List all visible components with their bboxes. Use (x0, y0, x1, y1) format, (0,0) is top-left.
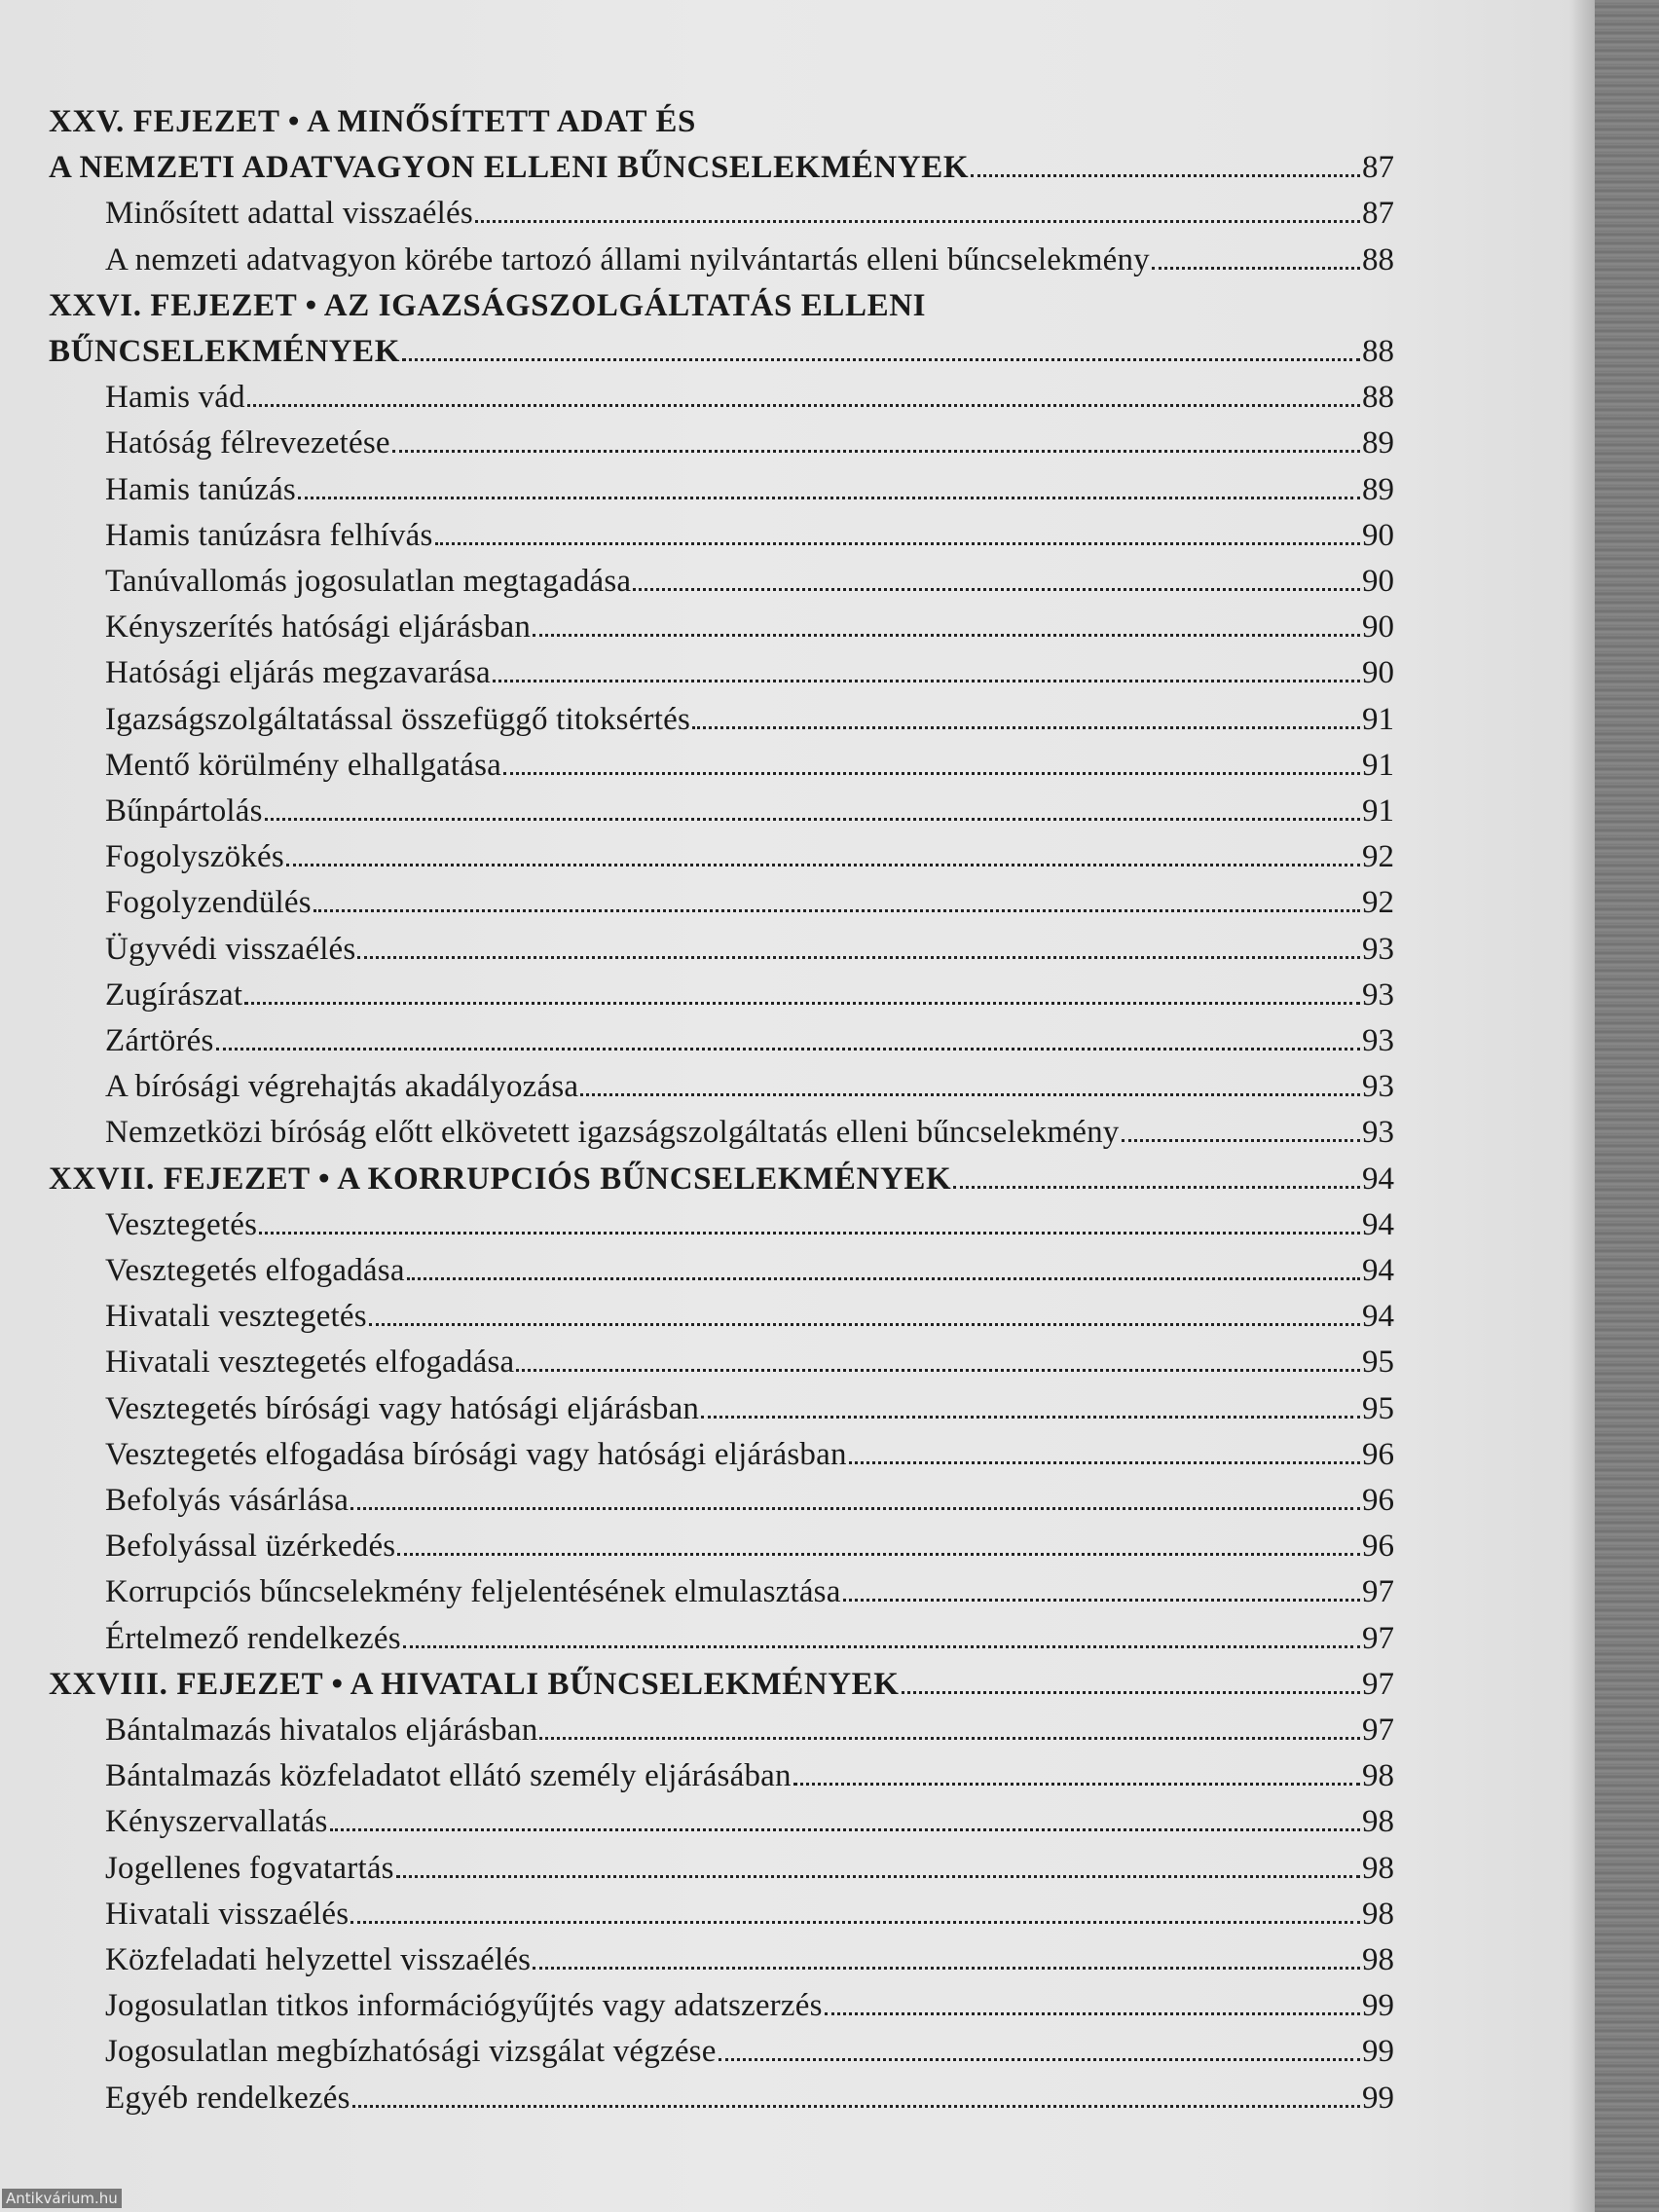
toc-entry-row (105, 1797, 1394, 1840)
page-number: 90 (1362, 517, 1394, 553)
page-number: 92 (1362, 839, 1394, 875)
dot-leader (392, 450, 1360, 453)
toc-entry-row (105, 465, 1394, 508)
dot-leader (286, 864, 1360, 866)
dot-leader (843, 1599, 1360, 1602)
toc-entry-row (105, 1936, 1394, 1978)
dot-leader (719, 2058, 1360, 2061)
toc-chapter-row (49, 1660, 1394, 1703)
entry-title: Jogellenes fogvatartás (105, 1850, 394, 1886)
watermark: Antikvárium.hu (2, 2189, 122, 2208)
page-number: 87 (1362, 150, 1394, 186)
entry-title: Nemzetközi bíróság előtt elkövetett igazságszolgáltatás elleni bűncselekmény (105, 1115, 1120, 1151)
dot-leader (298, 497, 1360, 499)
dot-leader (633, 588, 1360, 591)
toc-entry-row (105, 1981, 1394, 2024)
dot-leader (265, 818, 1360, 821)
toc-entry-row (105, 971, 1394, 1014)
entry-title: Korrupciós bűncselekmény feljelentésének elmulasztása (105, 1574, 841, 1610)
page-number: 93 (1362, 1115, 1394, 1151)
toc-entry-row (105, 787, 1394, 830)
toc-entry-row (105, 1338, 1394, 1381)
dot-leader (825, 2012, 1360, 2015)
dot-leader (793, 1783, 1360, 1786)
toc-entry-row (105, 925, 1394, 968)
dot-leader (1152, 267, 1360, 270)
chapter-title: XXV. FEJEZET • A MINŐSÍTETT ADAT ÉS (49, 104, 696, 139)
page-number: 93 (1362, 931, 1394, 967)
page-number: 94 (1362, 1161, 1394, 1197)
toc-chapter-row (49, 97, 696, 140)
dot-leader (539, 1737, 1360, 1740)
dot-leader (350, 1921, 1360, 1924)
entry-title: Zártörés (105, 1023, 214, 1058)
page-number: 94 (1362, 1206, 1394, 1242)
toc-entry-row (105, 832, 1394, 875)
chapter-title: A NEMZETI ADATVAGYON ELLENI BŰNCSELEKMÉNYEK (49, 150, 970, 186)
entry-title: Hamis tanúzásra felhívás (105, 517, 433, 553)
entry-title: Jogosulatlan titkos információgyűjtés vagy adatszerzés (105, 1988, 823, 2024)
page-number: 89 (1362, 425, 1394, 461)
dot-leader (397, 1553, 1360, 1556)
page-number: 87 (1362, 196, 1394, 232)
page-number: 90 (1362, 564, 1394, 599)
dot-leader (403, 1645, 1360, 1648)
entry-title: Ügyvédi visszaélés (105, 931, 356, 967)
page-number: 97 (1362, 1713, 1394, 1748)
entry-title: Befolyással üzérkedés (105, 1529, 396, 1565)
dot-leader (475, 220, 1360, 223)
dot-leader (330, 1828, 1360, 1831)
toc-entry-row (105, 1476, 1394, 1519)
entry-title: Fogolyszökés (105, 839, 284, 875)
entry-title: Hivatali vesztegetés elfogadása (105, 1345, 515, 1381)
toc-entry-row (105, 741, 1394, 784)
toc-entry-row (105, 1246, 1394, 1289)
page-number: 98 (1362, 1942, 1394, 1977)
dot-leader (692, 726, 1360, 729)
dot-leader (516, 1369, 1360, 1372)
dot-leader (313, 909, 1360, 912)
dot-leader (533, 634, 1360, 637)
entry-title: Közfeladati helyzettel visszaélés (105, 1942, 532, 1977)
entry-title: Fogolyzendülés (105, 885, 312, 921)
toc-entry-row (105, 1522, 1394, 1565)
toc-entry-row (105, 1200, 1394, 1243)
page-number: 99 (1362, 1988, 1394, 2024)
page-number: 90 (1362, 609, 1394, 645)
toc-chapter-row (49, 1155, 1394, 1198)
toc-entry-row (105, 1844, 1394, 1887)
toc-chapter-row (49, 281, 926, 324)
toc-entry-row (105, 1890, 1394, 1933)
toc-entry-row (105, 695, 1394, 738)
dot-leader (493, 680, 1360, 682)
page-number: 91 (1362, 793, 1394, 829)
page-number: 97 (1362, 1574, 1394, 1610)
page-number: 99 (1362, 2080, 1394, 2116)
dot-leader (902, 1691, 1360, 1694)
page-number: 93 (1362, 1069, 1394, 1105)
toc-chapter-row (49, 327, 1394, 370)
entry-title: Egyéb rendelkezés (105, 2080, 350, 2116)
entry-title: Befolyás vásárlása (105, 1483, 350, 1518)
toc-entry-row (105, 603, 1394, 645)
entry-title: Hamis tanúzás (105, 471, 296, 507)
entry-title: Hatósági eljárás megzavarása (105, 655, 491, 691)
toc-chapter-row (49, 143, 1394, 186)
toc-entry-row (105, 1016, 1394, 1059)
toc-entry-row (105, 878, 1394, 921)
dot-leader (1122, 1139, 1360, 1142)
toc-entry-row (105, 1384, 1394, 1427)
toc-entry-row (105, 1292, 1394, 1335)
page-number: 97 (1362, 1620, 1394, 1656)
dot-leader (701, 1416, 1360, 1419)
toc-entry-row (105, 1430, 1394, 1473)
toc-entry-row (105, 2074, 1394, 2117)
page-number: 95 (1362, 1345, 1394, 1381)
entry-title: Hivatali visszaélés (105, 1896, 350, 1932)
toc-entry-row (105, 648, 1394, 691)
toc-entry-row (105, 511, 1394, 554)
book-cover-edge (1595, 0, 1659, 2212)
page-number: 98 (1362, 1850, 1394, 1886)
chapter-title: XXVII. FEJEZET • A KORRUPCIÓS BŰNCSELEKMÉNYEK (49, 1161, 952, 1197)
page-number: 92 (1362, 885, 1394, 921)
chapter-title: XXVI. FEJEZET • AZ IGAZSÁGSZOLGÁLTATÁS ELLENI (49, 287, 927, 323)
entry-title: Bűnpártolás (105, 793, 263, 829)
page-number: 94 (1362, 1299, 1394, 1335)
page-number: 88 (1362, 241, 1394, 277)
entry-title: Kényszervallatás (105, 1804, 328, 1840)
toc-entry-row (105, 236, 1394, 278)
entry-title: Bántalmazás hivatalos eljárásban (105, 1713, 538, 1748)
page-number: 98 (1362, 1758, 1394, 1794)
entry-title: A bírósági végrehajtás akadályozása (105, 1069, 579, 1105)
page-number: 89 (1362, 471, 1394, 507)
chapter-title: BŰNCSELEKMÉNYEK (49, 334, 401, 369)
entry-title: Vesztegetés elfogadása bírósági vagy hatósági eljárásban (105, 1436, 847, 1472)
page-number: 93 (1362, 1023, 1394, 1058)
toc-entry-row (105, 373, 1394, 416)
toc-entry-row (105, 2027, 1394, 2070)
entry-title: Kényszerítés hatósági eljárásban (105, 609, 532, 645)
toc-entry-row (105, 1567, 1394, 1610)
entry-title: Mentő körülmény elhallgatása (105, 747, 501, 783)
page-number: 88 (1362, 380, 1394, 416)
page-number: 91 (1362, 701, 1394, 737)
dot-leader (849, 1461, 1360, 1464)
page-number: 97 (1362, 1666, 1394, 1702)
entry-title: Hatóság félrevezetése (105, 425, 390, 461)
toc-entry-row (105, 1062, 1394, 1105)
page-number: 99 (1362, 2034, 1394, 2070)
page-number: 96 (1362, 1483, 1394, 1518)
entry-title: Hamis vád (105, 380, 245, 416)
dot-leader (971, 174, 1360, 177)
dot-leader (533, 1967, 1360, 1970)
page-number: 93 (1362, 977, 1394, 1013)
page-number: 95 (1362, 1390, 1394, 1426)
dot-leader (350, 1507, 1360, 1510)
dot-leader (407, 1277, 1360, 1280)
toc-entry-row (105, 1706, 1394, 1749)
entry-title: Minősített adattal visszaélés (105, 196, 473, 232)
toc-entry-row (105, 1614, 1394, 1657)
entry-title: Hivatali vesztegetés (105, 1299, 367, 1335)
toc-entry-row (105, 1751, 1394, 1794)
dot-leader (352, 2105, 1360, 2108)
page-number: 96 (1362, 1436, 1394, 1472)
dot-leader (216, 1048, 1360, 1051)
dot-leader (503, 772, 1360, 775)
dot-leader (244, 1002, 1360, 1005)
dot-leader (435, 542, 1360, 545)
page-number: 90 (1362, 655, 1394, 691)
entry-title: Vesztegetés bírósági vagy hatósági eljárásban (105, 1390, 700, 1426)
dot-leader (247, 404, 1360, 407)
dot-leader (369, 1323, 1360, 1326)
page-number: 88 (1362, 334, 1394, 369)
entry-title: Vesztegetés elfogadása (105, 1253, 405, 1288)
toc-entry-row (105, 189, 1394, 232)
dot-leader (953, 1186, 1360, 1189)
page-number: 91 (1362, 747, 1394, 783)
page-number: 96 (1362, 1529, 1394, 1565)
entry-title: A nemzeti adatvagyon körébe tartozó állami nyilvántartás elleni bűncselekmény (105, 241, 1150, 277)
page-number: 98 (1362, 1804, 1394, 1840)
dot-leader (259, 1232, 1360, 1235)
chapter-title: XXVIII. FEJEZET • A HIVATALI BŰNCSELEKMÉNYEK (49, 1666, 900, 1702)
entry-title: Vesztegetés (105, 1206, 258, 1242)
toc-entry-row (105, 557, 1394, 600)
page-number: 94 (1362, 1253, 1394, 1288)
toc-entry-row (105, 1108, 1394, 1151)
entry-title: Zugírászat (105, 977, 243, 1013)
page-number: 98 (1362, 1896, 1394, 1932)
dot-leader (580, 1093, 1360, 1096)
entry-title: Bántalmazás közfeladatot ellátó személy eljárásában (105, 1758, 792, 1794)
dot-leader (402, 358, 1360, 361)
toc-entry-row (105, 419, 1394, 461)
entry-title: Értelmező rendelkezés (105, 1620, 401, 1656)
entry-title: Jogosulatlan megbízhatósági vizsgálat végzése (105, 2034, 717, 2070)
dot-leader (396, 1875, 1360, 1878)
entry-title: Igazságszolgáltatással összefüggő titoksértés (105, 701, 690, 737)
entry-title: Tanúvallomás jogosulatlan megtagadása (105, 564, 632, 599)
dot-leader (357, 956, 1360, 959)
